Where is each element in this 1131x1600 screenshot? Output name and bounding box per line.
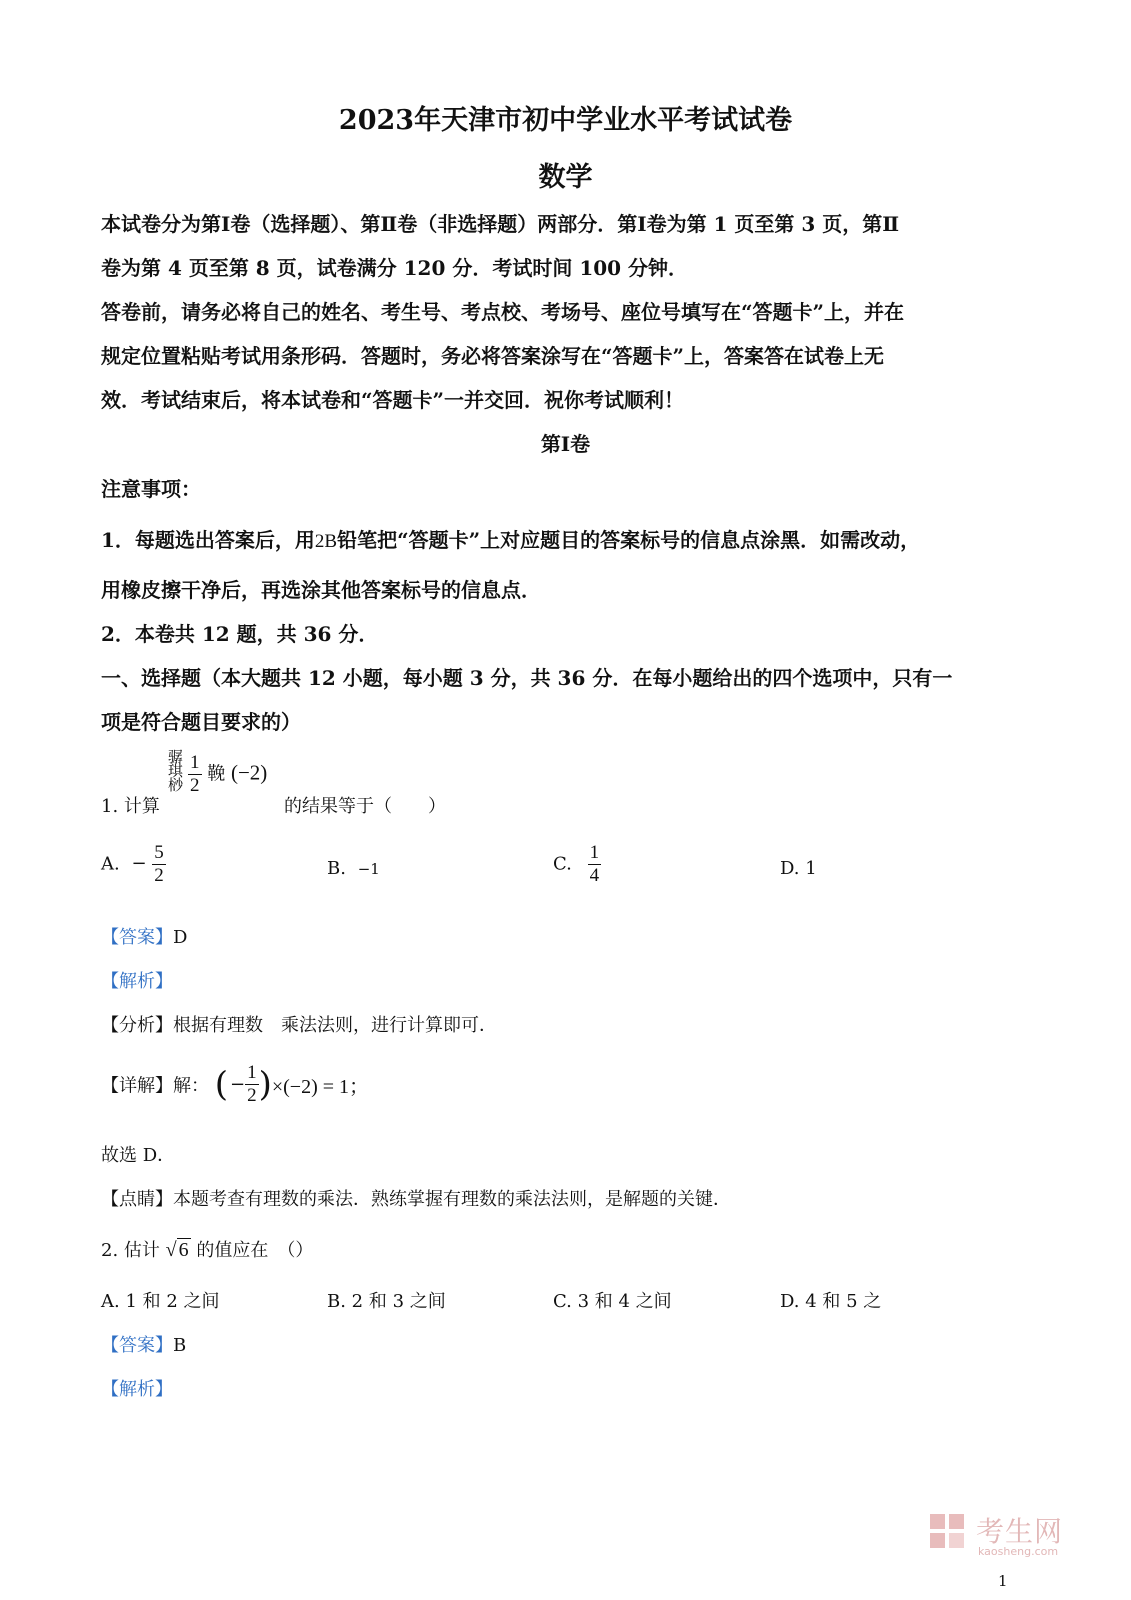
q1-option-b: B. −1 bbox=[327, 858, 380, 879]
q2-option-c: C. 3 和 4 之间 bbox=[553, 1291, 672, 1312]
q2-option-b: B. 2 和 3 之间 bbox=[327, 1291, 446, 1312]
q1-fenxi: 【分析】根据有理数 乘法法则，进行计算即可． bbox=[101, 1015, 497, 1036]
q2-stem: 2. 估计 √ 6 的值应在 （） bbox=[101, 1239, 314, 1261]
watermark-text: 考生网 bbox=[976, 1515, 1064, 1548]
q2-option-d: D. 4 和 5 之 bbox=[780, 1291, 882, 1312]
q1-fraction: $\frac{1}{2}$ bbox=[190, 752, 200, 796]
section-heading: 第Ⅰ卷 bbox=[540, 432, 591, 456]
q1-garbled-glyphs: 骣 琪 桫 bbox=[168, 748, 184, 794]
q1-expression: $\frac{1}{2}$ 鞔 (−2) bbox=[190, 752, 268, 796]
part-heading-line-2: 项是符合题目要求的） bbox=[101, 710, 301, 734]
note-2: 2．本卷共 12 题，共 36 分． bbox=[101, 622, 379, 646]
q2-option-a: A. 1 和 2 之间 bbox=[101, 1291, 220, 1312]
q1-option-c: C. $\frac{1}{4}$ bbox=[553, 842, 600, 886]
q2-answer: 【答案】B bbox=[101, 1335, 187, 1356]
q1-detail: 【详解】解： ( − $\frac{1}{2}$ )×(−2) = 1； bbox=[101, 1062, 370, 1106]
watermark-logo-icon bbox=[928, 1512, 968, 1556]
q1-suffix: 的结果等于（ ） bbox=[284, 796, 446, 817]
page-title: 2023年天津市初中学业水平考试试卷 bbox=[338, 105, 793, 136]
note-1-line-2: 用橡皮擦干净后，再选涂其他答案标号的信息点． bbox=[101, 578, 541, 602]
q2-analysis-tag: 【解析】 bbox=[101, 1379, 173, 1400]
pencil-grade: 2B bbox=[314, 531, 338, 552]
q1-prefix: 1. 计算 bbox=[101, 796, 160, 817]
q1-analysis-tag: 【解析】 bbox=[101, 971, 173, 992]
note-1-line-1: 1．每题选出答案后，用2B铅笔把“答题卡”上对应题目的答案标号的信息点涂黑．如需改动， bbox=[101, 528, 921, 552]
part-heading-line-1: 一、选择题（本大题共 12 小题，每小题 3 分，共 36 分．在每小题给出的四个选项中，只有一 bbox=[101, 666, 953, 690]
q1-conclusion: 故选 D． bbox=[101, 1145, 176, 1166]
subject-title: 数学 bbox=[538, 162, 593, 193]
watermark-subtext: kaosheng.com bbox=[978, 1545, 1059, 1558]
q1-answer: 【答案】D bbox=[101, 927, 188, 948]
intro-line: 答卷前，请务必将自己的姓名、考生号、考点校、考场号、座位号填写在“答题卡”上，并在 bbox=[101, 300, 905, 324]
intro-line: 规定位置粘贴考试用条形码．答题时，务必将答案涂写在“答题卡”上，答案答在试卷上无 bbox=[101, 344, 885, 368]
intro-line: 卷为第 4 页至第 8 页，试卷满分 120 分．考试时间 100 分钟． bbox=[101, 256, 689, 280]
q1-comment: 【点睛】本题考查有理数的乘法．熟练掌握有理数的乘法法则，是解题的关键． bbox=[101, 1189, 731, 1210]
intro-line: 效．考试结束后，将本试卷和“答题卡”一并交回．祝你考试顺利！ bbox=[101, 388, 685, 412]
sqrt-symbol: √ 6 bbox=[165, 1239, 189, 1261]
q1-option-d: D. 1 bbox=[780, 858, 817, 879]
notes-label: 注意事项： bbox=[101, 477, 201, 501]
q1-option-a: A. − $\frac{5}{2}$ bbox=[101, 842, 164, 886]
intro-line: 本试卷分为第Ⅰ卷（选择题）、第Ⅱ卷（非选择题）两部分．第Ⅰ卷为第 1 页至第 3 页，第Ⅱ bbox=[101, 212, 900, 236]
page-number: 1 bbox=[998, 1572, 1008, 1590]
